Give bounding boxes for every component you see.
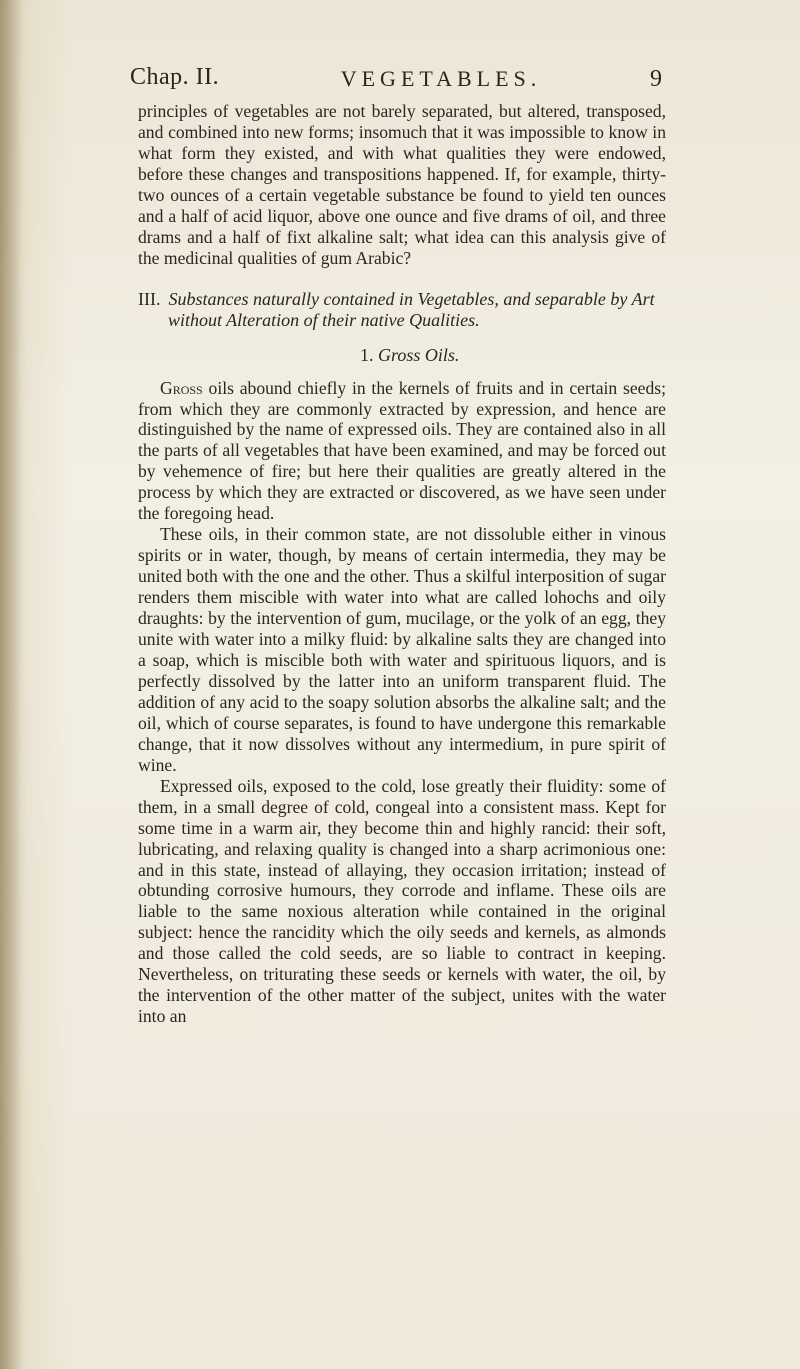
paragraph-solubility: These oils, in their common state, are not dissoluble either in vinous spirits or in water, though, by means of certain intermedia, they may be united both with the one and the other. Thus a skilful interposition of sugar renders them miscible with water into what are called lohochs and oily draughts: by the intervention of gum, mucilage, or the yolk of an egg, they unite with water into a milky fluid: by alkaline salts they are changed into a soap, which is miscible both with water and spirituous liquors, and is perfectly dissolved by the latter into an uniform transparent fluid. The addition of any acid to the soapy solution absorbs the alkaline salt; and the oil, which of course separates, is found to have undergone this remarkable change, that it now dissolves without any intermedium, in pure spirit of wine. <box>138 524 666 775</box>
section-heading <box>138 289 666 331</box>
paragraph-lead-word: Gross <box>160 377 203 398</box>
page-title: VEGETABLES. <box>340 66 542 91</box>
section-number: III. <box>138 288 161 309</box>
subsection-number: 1. <box>360 344 374 365</box>
paragraph-expressed-oils: Expressed oils, exposed to the cold, lose greatly their fluidity: some of them, in a small degree of cold, congeal into a consistent mass. Kept for some time in a warm air, they become thin and highly rancid: their soft, lubricating, and relaxing quality is changed into a sharp acrimonious one: and in this state, instead of allaying, they occasion irritation; instead of obtunding corrosive humours, they corrode and inflame. These oils are liable to the same noxious alteration while contained in the original subject: hence the rancidity which the oily seeds and kernels, as almonds and those called the cold seeds, are so liable to contract in keeping. Nevertheless, on triturating these seeds or kernels with water, the oil, by the intervention of the other matter of the subject, unites with the water into an <box>138 775 666 1027</box>
paragraph-continued: principles of vegetables are not barely separated, but altered, transposed, and combined into new forms; insomuch that it was impossible to know in what form they existed, and with what qualities they were endowed, before these changes and transpositions happened. If, for example, thirty-two ounces of a certain vegetable substance be found to yield ten ounces and a half of acid liquor, above one ounce and five drams of oil, and three drams and a half of fixt alkaline salt; what idea can this analysis give of the medicinal qualities of gum Arabic? <box>138 101 666 268</box>
chapter-label: Chap. II. <box>130 64 220 90</box>
paragraph-gross-oils <box>138 378 666 525</box>
subsection-heading <box>138 345 666 366</box>
running-head <box>130 64 662 98</box>
subsection-title: Gross Oils. <box>378 344 460 365</box>
section-title: Substances naturally contained in Vegetables, and separable by Art without Alteration of their native Qualities. <box>168 288 655 330</box>
paragraph-gross-oils-text: oils abound chiefly in the kernels of fruits and in certain seeds; from which they are commonly extracted by expression, and hence are distinguished by the name of expressed oils. They are contained also in all the parts of all vegetables that have been examined, and may be forced out by vehemence of fire; but here their qualities are greatly altered in the process by which they are extracted or discovered, as we have seen under the foregoing head. <box>138 377 666 524</box>
page-number: 9 <box>650 66 662 92</box>
body-text <box>138 101 666 1027</box>
